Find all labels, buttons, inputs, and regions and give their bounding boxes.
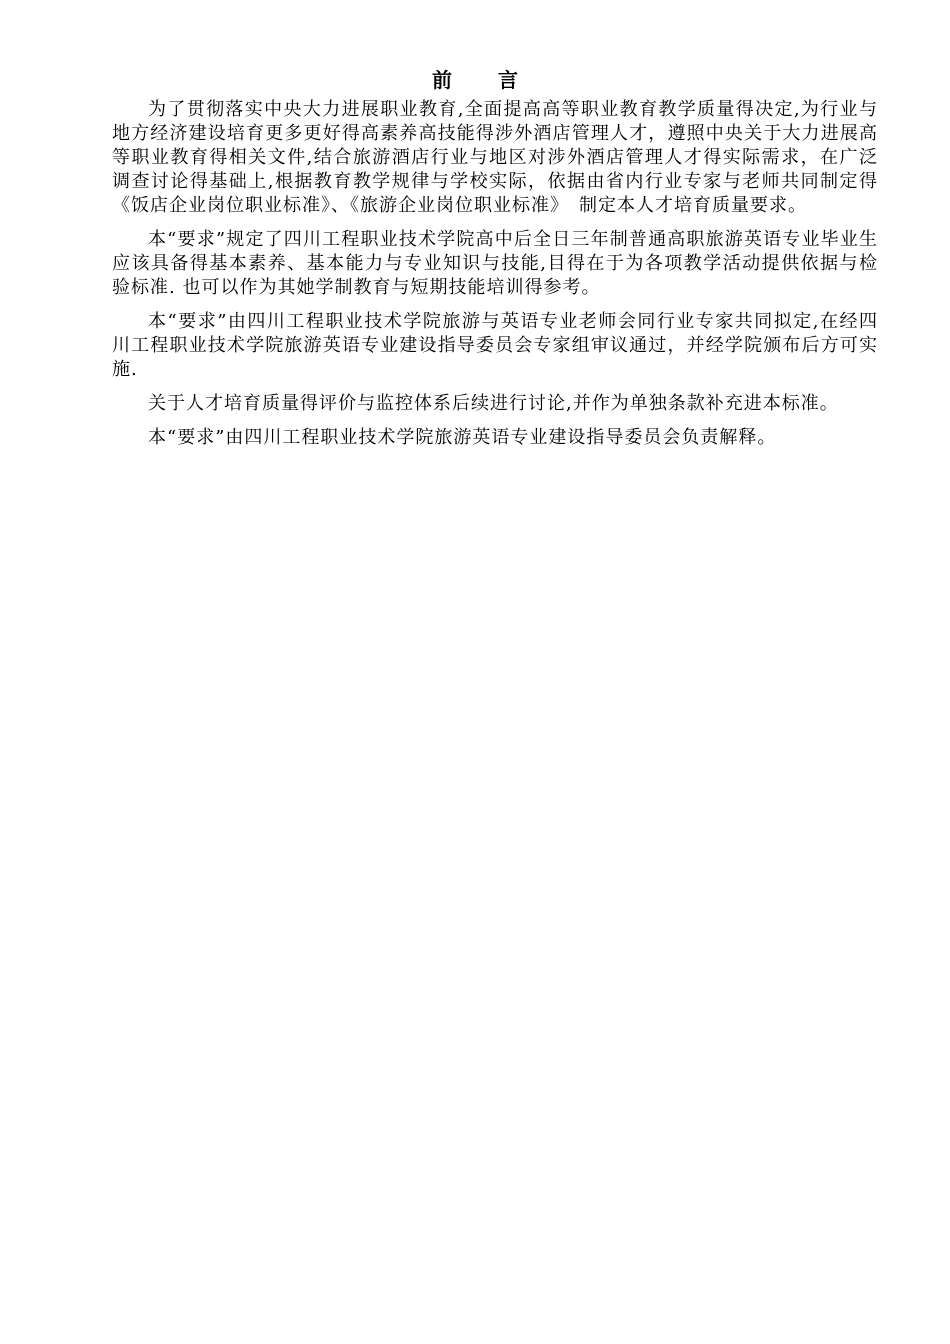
paragraph-interpretation: 本“要求”由四川工程职业技术学院旅游英语专业建设指导委员会负责解释。 (148, 427, 777, 448)
title-char-2: 言 (498, 68, 518, 92)
title-char-1: 前 (432, 68, 452, 92)
paragraph-purpose: 为了贯彻落实中央大力进展职业教育,全面提高高等职业教育教学质量得决定,为行业与地方经济建设培育更多更好得高素养高技能得涉外酒店管理人才，遵照中央关于大力进展高等职业教育得相关文件,结合旅游酒店行业与地区对涉外酒店管理人才得实际需求，在广泛调查讨论得基础上,根据教育教学规律与学校实际，依据由省内行业专家与老师共同制定得《饭店企业岗位职业标准》、《旅游企业岗位职业标准》 制定本人才培育质量要求。 (112, 99, 878, 216)
paragraph-evaluation: 关于人才培育质量得评价与监控体系后续进行讨论,并作为单独条款补充进本标准。 (148, 393, 839, 414)
paragraph-drafting: 本“要求”由四川工程职业技术学院旅游与英语专业老师会同行业专家共同拟定,在经四川工程职业技术学院旅游英语专业建设指导委员会专家组审议通过，并经学院颁布后方可实施. (112, 311, 878, 380)
paragraph-scope: 本“要求”规定了四川工程职业技术学院高中后全日三年制普通高职旅游英语专业毕业生应该具备得基本素养、基本能力与专业知识与技能,目得在于为各项教学活动提供依据与检验标准. 也可以作为其她学制教育与短期技能培训得参考。 (112, 229, 878, 298)
page-title (0, 66, 950, 94)
preface-body (112, 98, 878, 460)
